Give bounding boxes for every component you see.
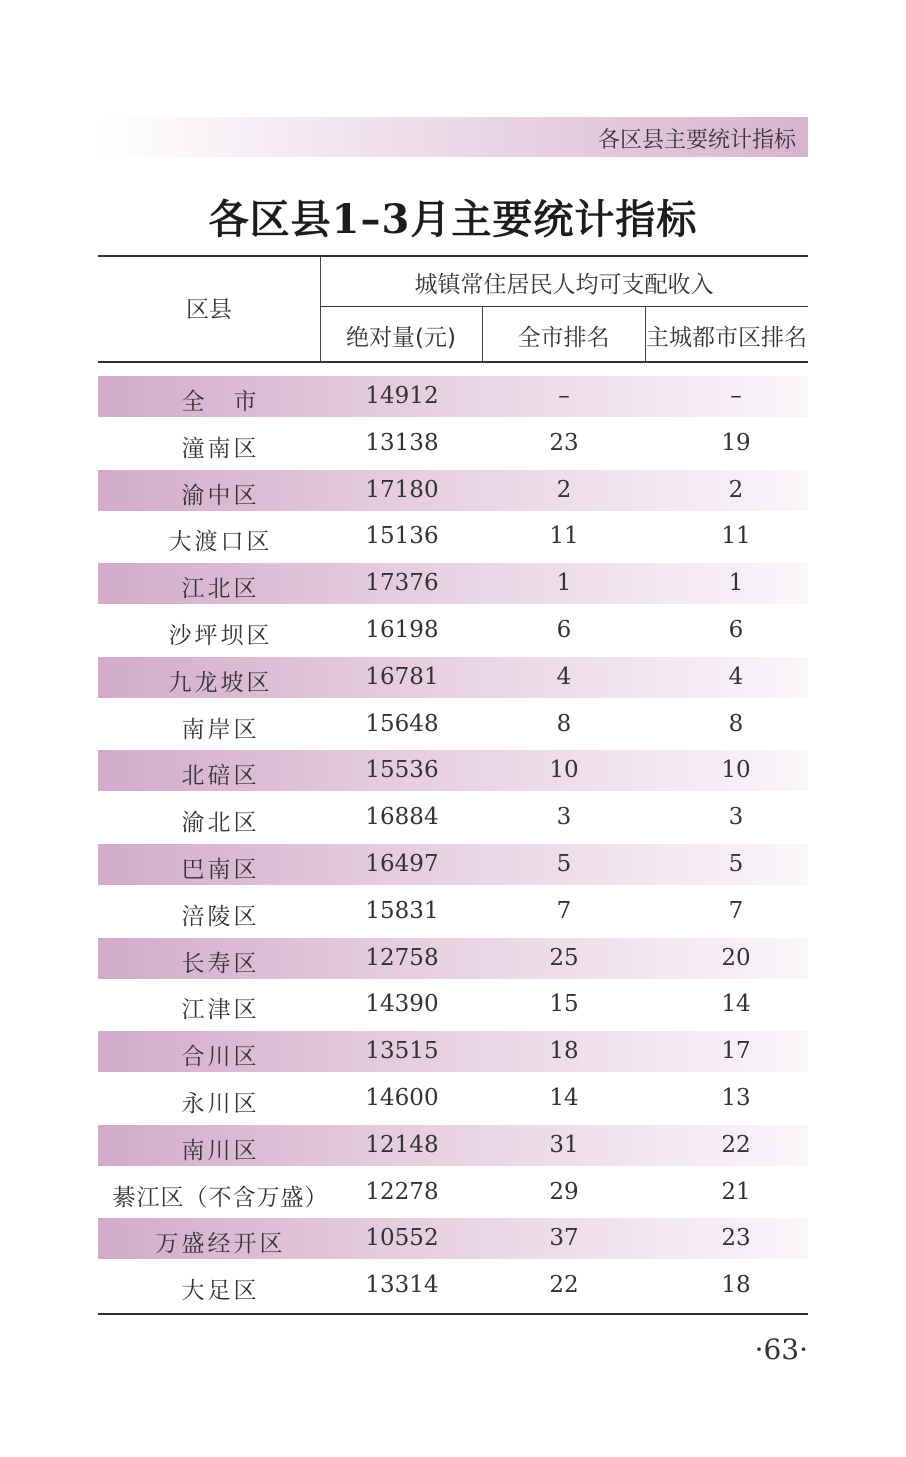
cell-city-rank: 6 <box>556 617 572 643</box>
cell-city-rank: 25 <box>549 944 579 971</box>
cell-district: 大足区 <box>181 1278 260 1305</box>
cell-main-urban-rank: 11 <box>721 523 751 550</box>
cell-city-rank: 11 <box>549 523 579 550</box>
table-row <box>98 984 808 1025</box>
cell-city-rank: 37 <box>549 1225 579 1252</box>
cell-district: 涪陵区 <box>181 903 260 930</box>
page-number: ·63· <box>754 1333 808 1366</box>
cell-main-urban-rank: 18 <box>721 1272 751 1299</box>
cell-absolute: 14600 <box>365 1085 439 1111</box>
table-row <box>98 423 808 464</box>
cell-absolute: 12278 <box>365 1178 439 1205</box>
cell-absolute: 12758 <box>365 944 439 971</box>
cell-district: 南川区 <box>181 1137 260 1164</box>
page-title: 各区县1–3月主要统计指标 <box>208 196 698 243</box>
cell-absolute: 13515 <box>365 1038 439 1065</box>
cell-district: 永川区 <box>181 1091 260 1117</box>
cell-district: 南岸区 <box>181 716 260 743</box>
cell-absolute: 12148 <box>365 1131 439 1158</box>
table-row <box>98 1218 808 1259</box>
cell-absolute: 15831 <box>365 897 439 924</box>
cell-absolute: 13314 <box>365 1272 439 1299</box>
table-row <box>98 797 808 838</box>
table-row <box>98 1078 808 1119</box>
cell-district: 长寿区 <box>181 950 260 977</box>
cell-city-rank: 15 <box>549 991 579 1018</box>
cell-main-urban-rank: 14 <box>721 991 751 1018</box>
cell-city-rank: 18 <box>549 1038 579 1065</box>
cell-main-urban-rank: 21 <box>721 1178 751 1205</box>
cell-city-rank: 22 <box>549 1272 579 1299</box>
cell-district: 九龙坡区 <box>168 669 273 696</box>
table-row <box>98 938 808 979</box>
cell-main-urban-rank: 4 <box>728 663 744 690</box>
cell-city-rank: 23 <box>549 429 579 456</box>
cell-district: 巴南区 <box>181 857 260 883</box>
cell-city-rank: 3 <box>556 804 572 831</box>
table-row <box>98 704 808 745</box>
cell-district: 全 市 <box>181 389 260 415</box>
cell-district: 渝北区 <box>181 810 260 837</box>
col-header-district: 区县 <box>186 297 232 323</box>
cell-city-rank: 5 <box>556 851 572 877</box>
col-header-main-urban-rank: 主城都市区排名 <box>646 325 807 351</box>
cell-main-urban-rank: 10 <box>721 757 751 784</box>
cell-absolute: 16884 <box>365 804 439 831</box>
table-row <box>98 1172 808 1213</box>
table-row <box>98 376 808 417</box>
cell-city-rank: 14 <box>549 1085 579 1111</box>
cell-main-urban-rank: 1 <box>728 570 744 597</box>
cell-absolute: 15136 <box>365 523 439 550</box>
cell-main-urban-rank: 2 <box>728 476 744 503</box>
cell-absolute: 15648 <box>365 710 439 737</box>
cell-district: 潼南区 <box>181 435 260 462</box>
col-group-header: 城镇常住居民人均可支配收入 <box>414 272 714 298</box>
cell-main-urban-rank: 23 <box>721 1225 751 1252</box>
cell-main-urban-rank: 5 <box>728 851 744 877</box>
cell-main-urban-rank: 8 <box>728 710 744 737</box>
cell-main-urban-rank: 7 <box>728 897 744 924</box>
cell-district: 万盛经开区 <box>155 1231 286 1258</box>
cell-city-rank: 1 <box>556 570 572 597</box>
cell-absolute: 15536 <box>365 757 439 784</box>
cell-district: 渝中区 <box>181 482 260 509</box>
cell-absolute: 16198 <box>365 617 439 643</box>
table-top-rule <box>98 255 808 257</box>
cell-city-rank: 8 <box>556 710 572 737</box>
header-bottom-rule <box>98 361 808 363</box>
cell-city-rank: 4 <box>556 663 572 690</box>
table-row <box>98 844 808 885</box>
cell-main-urban-rank: 22 <box>721 1131 751 1158</box>
table-row <box>98 657 808 698</box>
cell-city-rank: 29 <box>549 1178 579 1205</box>
table-row <box>98 516 808 557</box>
cell-city-rank: 7 <box>556 897 572 924</box>
table-bottom-rule <box>98 1313 808 1315</box>
table-row <box>98 750 808 791</box>
cell-absolute: 14912 <box>365 383 439 409</box>
cell-city-rank: 10 <box>549 757 579 784</box>
table-row <box>98 1031 808 1072</box>
group-header-rule <box>320 306 808 307</box>
cell-absolute: 17376 <box>365 570 439 597</box>
cell-main-urban-rank: – <box>730 383 742 409</box>
cell-main-urban-rank: 6 <box>728 617 744 643</box>
cell-absolute: 16781 <box>365 663 439 690</box>
cell-district: 沙坪坝区 <box>168 623 273 649</box>
cell-absolute: 13138 <box>365 429 439 456</box>
cell-city-rank: 31 <box>549 1131 579 1158</box>
cell-district: 大渡口区 <box>168 529 273 556</box>
table-row <box>98 1265 808 1306</box>
cell-district: 北碚区 <box>181 763 260 790</box>
table-row <box>98 470 808 511</box>
cell-absolute: 10552 <box>365 1225 439 1252</box>
col-header-absolute: 绝对量(元) <box>346 325 456 351</box>
table-row <box>98 891 808 932</box>
cell-main-urban-rank: 3 <box>728 804 744 831</box>
running-header-band <box>98 117 808 157</box>
running-header-text: 各区县主要统计指标 <box>597 128 796 153</box>
cell-city-rank: 2 <box>556 476 572 503</box>
cell-main-urban-rank: 20 <box>721 944 751 971</box>
cell-city-rank: – <box>558 383 570 409</box>
col-header-city-rank: 全市排名 <box>517 325 610 351</box>
cell-absolute: 16497 <box>365 851 439 877</box>
cell-main-urban-rank: 13 <box>721 1085 751 1111</box>
cell-district: 江津区 <box>181 997 260 1024</box>
cell-absolute: 17180 <box>365 476 439 503</box>
cell-district: 合川区 <box>181 1044 260 1071</box>
cell-main-urban-rank: 19 <box>721 429 751 456</box>
table-row <box>98 1125 808 1166</box>
table-row <box>98 563 808 604</box>
cell-absolute: 14390 <box>365 991 439 1018</box>
cell-district: 江北区 <box>181 576 260 603</box>
cell-main-urban-rank: 17 <box>721 1038 751 1065</box>
cell-district: 綦江区（不含万盛） <box>112 1184 329 1211</box>
table-row <box>98 610 808 651</box>
